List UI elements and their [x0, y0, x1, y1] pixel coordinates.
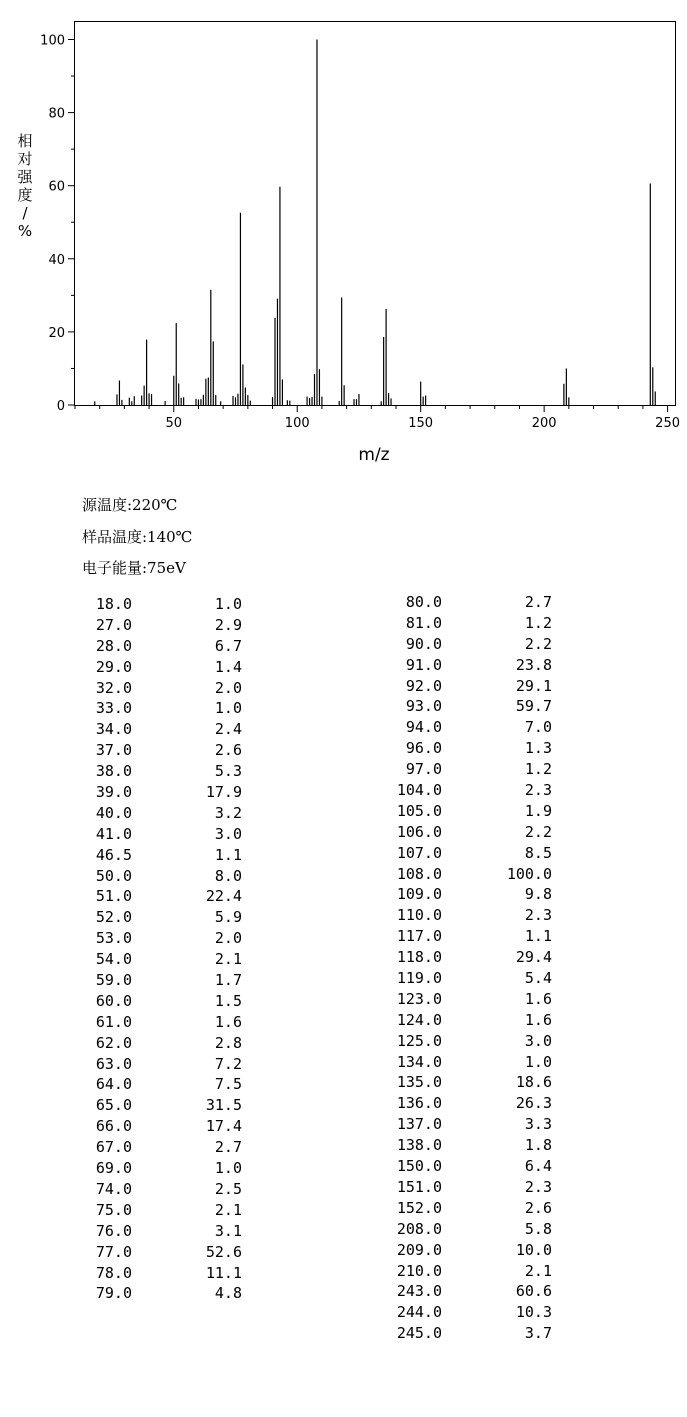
table-row — [300, 613, 600, 634]
abundance-value: 23.8 — [515, 655, 552, 674]
y-axis-label-char: / — [22, 204, 28, 222]
mz-value: 105.0 — [396, 801, 442, 820]
abundance-value: 1.0 — [214, 1159, 242, 1178]
table-row — [300, 717, 600, 738]
peak-bars — [95, 40, 655, 406]
mz-value: 90.0 — [405, 634, 442, 653]
table-row — [0, 740, 300, 761]
mz-value: 63.0 — [95, 1054, 132, 1073]
mz-value: 46.5 — [95, 845, 132, 864]
abundance-value: 5.9 — [214, 908, 242, 927]
mz-value: 124.0 — [396, 1010, 442, 1029]
table-row — [300, 1135, 600, 1156]
table-row — [300, 884, 600, 905]
mz-value: 41.0 — [95, 824, 132, 843]
mz-value: 125.0 — [396, 1031, 442, 1050]
table-row — [300, 1302, 600, 1323]
table-row — [0, 1221, 300, 1242]
acquisition-conditions — [82, 493, 192, 588]
table-row — [0, 615, 300, 636]
abundance-value: 3.0 — [214, 824, 242, 843]
table-row — [300, 592, 600, 613]
abundance-value: 3.1 — [214, 1221, 242, 1240]
table-row — [0, 845, 300, 866]
y-tick-label: 60 — [48, 179, 65, 195]
mz-value: 91.0 — [405, 655, 442, 674]
mz-value: 136.0 — [396, 1094, 442, 1113]
mz-value: 209.0 — [396, 1240, 442, 1259]
abundance-value: 7.5 — [214, 1075, 242, 1094]
y-tick-label: 80 — [48, 106, 65, 122]
abundance-value: 5.3 — [214, 762, 242, 781]
mz-value: 18.0 — [95, 595, 132, 613]
table-row — [300, 634, 600, 655]
abundance-value: 2.1 — [524, 1261, 552, 1280]
mz-value: 39.0 — [95, 783, 132, 802]
abundance-value: 31.5 — [205, 1096, 242, 1115]
table-row — [300, 655, 600, 676]
table-row — [0, 636, 300, 657]
mz-value: 61.0 — [95, 1012, 132, 1031]
table-row — [300, 1052, 600, 1073]
mz-value: 78.0 — [95, 1263, 132, 1282]
table-row — [300, 843, 600, 864]
table-row — [0, 803, 300, 824]
abundance-value: 1.0 — [214, 699, 242, 718]
mz-value: 152.0 — [396, 1198, 442, 1217]
mz-value: 94.0 — [405, 718, 442, 737]
mz-value: 77.0 — [95, 1242, 132, 1261]
x-tick-label: 250 — [655, 416, 681, 431]
mz-value: 28.0 — [95, 636, 132, 655]
mz-value: 106.0 — [396, 822, 442, 841]
mz-value: 62.0 — [95, 1033, 132, 1052]
table-row — [0, 678, 300, 699]
mz-value: 138.0 — [396, 1136, 442, 1155]
abundance-value: 8.5 — [524, 843, 552, 862]
abundance-value: 2.7 — [214, 1138, 242, 1157]
mz-value: 74.0 — [95, 1179, 132, 1198]
mz-value: 81.0 — [405, 613, 442, 632]
table-row — [0, 866, 300, 887]
abundance-value: 1.0 — [214, 595, 242, 613]
table-row — [0, 761, 300, 782]
mz-value: 96.0 — [405, 739, 442, 758]
mz-value: 135.0 — [396, 1073, 442, 1092]
table-row — [0, 1033, 300, 1054]
abundance-value: 2.6 — [524, 1198, 552, 1217]
mz-value: 109.0 — [396, 885, 442, 904]
abundance-value: 1.1 — [214, 845, 242, 864]
abundance-value: 22.4 — [205, 887, 242, 906]
table-row — [300, 1031, 600, 1052]
abundance-value: 2.3 — [524, 1177, 552, 1196]
y-tick-label: 100 — [40, 33, 65, 49]
abundance-value: 2.5 — [214, 1179, 242, 1198]
abundance-value: 2.8 — [214, 1033, 242, 1052]
mz-value: 123.0 — [396, 989, 442, 1008]
mz-value: 67.0 — [95, 1138, 132, 1157]
table-row — [0, 1263, 300, 1284]
y-axis-label-char: 相 — [17, 132, 33, 150]
y-tick-label: 20 — [48, 325, 65, 341]
table-row — [0, 1116, 300, 1137]
table-row — [300, 780, 600, 801]
mz-value: 53.0 — [95, 929, 132, 948]
mz-value: 37.0 — [95, 741, 132, 760]
table-row — [300, 1177, 600, 1198]
y-axis-label — [14, 132, 36, 240]
mz-value: 38.0 — [95, 762, 132, 781]
mz-value: 52.0 — [95, 908, 132, 927]
mz-value: 137.0 — [396, 1115, 442, 1134]
table-row — [0, 1283, 300, 1304]
x-tick-label: 50 — [165, 416, 183, 431]
abundance-value: 2.9 — [214, 615, 242, 634]
abundance-value: 2.2 — [524, 634, 552, 653]
table-row — [300, 822, 600, 843]
abundance-value: 1.1 — [524, 927, 552, 946]
x-axis — [75, 405, 680, 431]
abundance-value: 9.8 — [524, 885, 552, 904]
mz-value: 79.0 — [95, 1284, 132, 1303]
table-row — [300, 1114, 600, 1135]
abundance-value: 1.2 — [524, 613, 552, 632]
mz-value: 59.0 — [95, 971, 132, 990]
peak-table-right — [300, 592, 600, 1344]
mz-value: 97.0 — [405, 760, 442, 779]
y-axis-label-char: 强 — [17, 168, 33, 186]
table-row — [300, 926, 600, 947]
y-axis-label-char: 对 — [17, 150, 33, 168]
abundance-value: 1.6 — [214, 1012, 242, 1031]
mz-value: 29.0 — [95, 657, 132, 676]
x-tick-label: 100 — [284, 416, 310, 431]
electron-energy: 电子能量:75eV — [82, 559, 186, 577]
mz-value: 34.0 — [95, 720, 132, 739]
abundance-value: 10.0 — [515, 1240, 552, 1259]
abundance-value: 3.3 — [524, 1115, 552, 1134]
abundance-value: 1.6 — [524, 1010, 552, 1029]
table-row — [300, 1072, 600, 1093]
mz-value: 134.0 — [396, 1052, 442, 1071]
abundance-value: 100.0 — [506, 864, 552, 883]
table-row — [0, 1242, 300, 1263]
plot-frame — [75, 22, 676, 406]
abundance-value: 1.2 — [524, 760, 552, 779]
mz-value: 119.0 — [396, 969, 442, 988]
mz-value: 50.0 — [95, 866, 132, 885]
table-row — [300, 1156, 600, 1177]
table-row — [0, 970, 300, 991]
abundance-value: 7.2 — [214, 1054, 242, 1073]
mz-value: 69.0 — [95, 1159, 132, 1178]
abundance-value: 2.0 — [214, 929, 242, 948]
abundance-value: 1.8 — [524, 1136, 552, 1155]
abundance-value: 6.4 — [524, 1157, 552, 1176]
abundance-value: 7.0 — [524, 718, 552, 737]
mz-value: 51.0 — [95, 887, 132, 906]
abundance-value: 1.7 — [214, 971, 242, 990]
table-row — [0, 1074, 300, 1095]
mz-value: 32.0 — [95, 678, 132, 697]
mz-value: 93.0 — [405, 697, 442, 716]
table-row — [0, 594, 300, 615]
table-row — [0, 1012, 300, 1033]
mz-value: 27.0 — [95, 615, 132, 634]
table-row — [300, 947, 600, 968]
abundance-value: 8.0 — [214, 866, 242, 885]
table-row — [0, 928, 300, 949]
abundance-value: 2.1 — [214, 1200, 242, 1219]
table-row — [0, 949, 300, 970]
mz-value: 244.0 — [396, 1303, 442, 1322]
mz-value: 75.0 — [95, 1200, 132, 1219]
mz-value: 108.0 — [396, 864, 442, 883]
table-row — [300, 989, 600, 1010]
y-tick-label: 40 — [48, 252, 65, 268]
table-row — [0, 719, 300, 740]
table-row — [0, 1200, 300, 1221]
abundance-value: 1.6 — [524, 989, 552, 1008]
table-row — [0, 991, 300, 1012]
abundance-value: 60.6 — [515, 1282, 552, 1301]
table-row — [300, 1240, 600, 1261]
abundance-value: 17.9 — [205, 783, 242, 802]
mz-value: 66.0 — [95, 1117, 132, 1136]
abundance-value: 1.0 — [524, 1052, 552, 1071]
mz-value: 60.0 — [95, 991, 132, 1010]
abundance-value: 6.7 — [214, 636, 242, 655]
abundance-value: 3.2 — [214, 803, 242, 822]
mz-value: 151.0 — [396, 1177, 442, 1196]
mz-value: 40.0 — [95, 803, 132, 822]
mz-value: 208.0 — [396, 1219, 442, 1238]
mz-value: 110.0 — [396, 906, 442, 925]
abundance-value: 11.1 — [205, 1263, 242, 1282]
abundance-value: 2.3 — [524, 906, 552, 925]
abundance-value: 29.1 — [515, 676, 552, 695]
table-row — [300, 864, 600, 885]
table-row — [300, 905, 600, 926]
abundance-value: 2.1 — [214, 950, 242, 969]
table-row — [0, 657, 300, 678]
mz-value: 243.0 — [396, 1282, 442, 1301]
table-row — [0, 1137, 300, 1158]
abundance-value: 2.7 — [524, 593, 552, 611]
y-axis — [40, 34, 75, 415]
abundance-value: 2.2 — [524, 822, 552, 841]
mz-value: 118.0 — [396, 948, 442, 967]
mz-value: 65.0 — [95, 1096, 132, 1115]
mz-value: 54.0 — [95, 950, 132, 969]
mz-value: 117.0 — [396, 927, 442, 946]
mz-value: 107.0 — [396, 843, 442, 862]
mz-value: 33.0 — [95, 699, 132, 718]
table-row — [0, 782, 300, 803]
table-row — [300, 1261, 600, 1282]
abundance-value: 3.7 — [524, 1324, 552, 1343]
table-row — [0, 886, 300, 907]
abundance-value: 3.0 — [524, 1031, 552, 1050]
abundance-value: 1.3 — [524, 739, 552, 758]
table-row — [0, 1095, 300, 1116]
abundance-value: 17.4 — [205, 1117, 242, 1136]
table-row — [300, 1198, 600, 1219]
table-row — [300, 1010, 600, 1031]
mz-value: 76.0 — [95, 1221, 132, 1240]
mz-value: 104.0 — [396, 781, 442, 800]
mz-value: 245.0 — [396, 1324, 442, 1343]
table-row — [300, 676, 600, 697]
abundance-value: 26.3 — [515, 1094, 552, 1113]
abundance-value: 5.4 — [524, 969, 552, 988]
abundance-value: 2.3 — [524, 781, 552, 800]
abundance-value: 2.0 — [214, 678, 242, 697]
abundance-value: 29.4 — [515, 948, 552, 967]
mass-spectrum-chart — [0, 0, 687, 470]
x-axis-label: m/z — [358, 445, 390, 465]
abundance-value: 59.7 — [515, 697, 552, 716]
x-tick-label: 150 — [408, 416, 434, 431]
abundance-value: 18.6 — [515, 1073, 552, 1092]
table-row — [300, 759, 600, 780]
table-row — [0, 824, 300, 845]
table-row — [0, 1179, 300, 1200]
table-row — [300, 968, 600, 989]
table-row — [300, 1323, 600, 1344]
abundance-value: 1.9 — [524, 801, 552, 820]
peak-table-left — [0, 594, 300, 1304]
abundance-value: 4.8 — [214, 1284, 242, 1303]
abundance-value: 5.8 — [524, 1219, 552, 1238]
abundance-value: 52.6 — [205, 1242, 242, 1261]
mz-value: 92.0 — [405, 676, 442, 695]
table-row — [300, 1093, 600, 1114]
table-row — [0, 698, 300, 719]
table-row — [300, 1219, 600, 1240]
table-row — [300, 696, 600, 717]
y-axis-label-char: % — [17, 222, 33, 240]
x-tick-label: 200 — [531, 416, 557, 431]
table-row — [0, 1054, 300, 1075]
source-temperature: 源温度:220℃ — [82, 496, 178, 514]
mz-value: 80.0 — [405, 593, 442, 611]
y-axis-label-char: 度 — [17, 186, 33, 204]
table-row — [0, 907, 300, 928]
mz-value: 64.0 — [95, 1075, 132, 1094]
abundance-value: 1.5 — [214, 991, 242, 1010]
table-row — [300, 801, 600, 822]
table-row — [300, 738, 600, 759]
mz-value: 210.0 — [396, 1261, 442, 1280]
abundance-value: 1.4 — [214, 657, 242, 676]
abundance-value: 2.4 — [214, 720, 242, 739]
table-row — [0, 1158, 300, 1179]
abundance-value: 2.6 — [214, 741, 242, 760]
sample-temperature: 样品温度:140℃ — [82, 527, 193, 546]
mz-value: 150.0 — [396, 1157, 442, 1176]
y-tick-label: 0 — [56, 399, 65, 414]
abundance-value: 10.3 — [515, 1303, 552, 1322]
table-row — [300, 1281, 600, 1302]
